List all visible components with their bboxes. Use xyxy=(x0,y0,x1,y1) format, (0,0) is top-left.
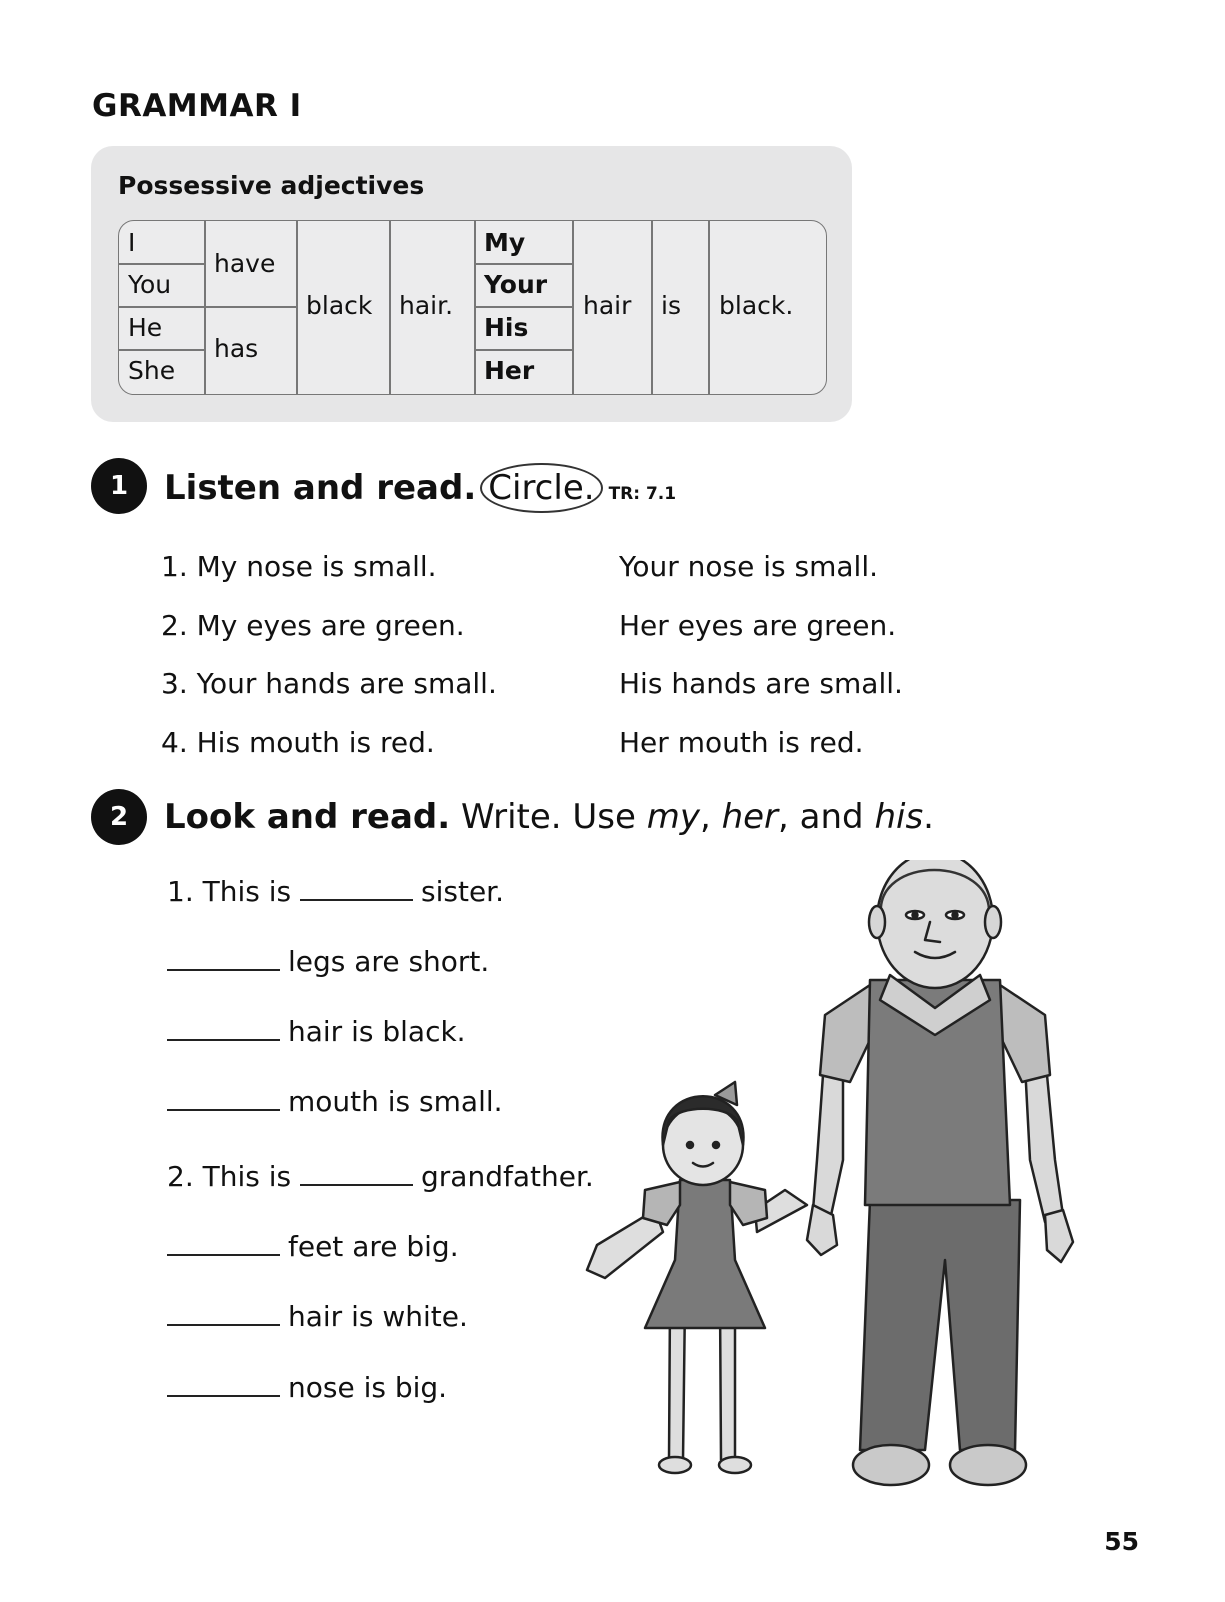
item-1-sentence xyxy=(167,945,489,978)
exercise-1-number: 1 xyxy=(91,458,147,514)
adjective-cell: black xyxy=(306,291,373,320)
item-1-sentence xyxy=(167,1085,503,1118)
ex1-left-option[interactable]: 4. His mouth is red. xyxy=(161,726,435,759)
answer-blank[interactable] xyxy=(300,1162,413,1186)
item-2-line xyxy=(167,1160,594,1193)
answer-blank[interactable] xyxy=(167,1302,280,1326)
item-2-sentence xyxy=(167,1230,459,1263)
ex1-left-option[interactable]: 1. My nose is small. xyxy=(161,550,437,583)
exercise-2-heading-rest: Write. Use xyxy=(461,797,636,837)
possessive-cell: Your xyxy=(484,270,548,299)
sentence-text: hair is black. xyxy=(288,1015,466,1048)
circle-word: Circle. xyxy=(480,463,602,513)
track-number: TR: 7.1 xyxy=(608,484,677,504)
ex1-left-option[interactable]: 2. My eyes are green. xyxy=(161,609,465,642)
ex1-right-option[interactable]: His hands are small. xyxy=(619,667,903,700)
word-and: and xyxy=(799,797,864,837)
ex1-right-option[interactable]: Her eyes are green. xyxy=(619,609,897,642)
grammar-box-title: Possessive adjectives xyxy=(118,171,425,200)
answer-blank[interactable] xyxy=(167,1087,280,1111)
exercise-1-heading-bold: Listen and read. xyxy=(164,468,477,508)
sentence-text: hair is white. xyxy=(288,1300,468,1333)
grandfather-figure xyxy=(807,860,1073,1485)
word-her: her xyxy=(721,797,779,837)
answer-blank[interactable] xyxy=(167,1017,280,1041)
possessive-cell: Her xyxy=(484,356,535,385)
answer-blank[interactable] xyxy=(167,947,280,971)
girl-and-grandfather-illustration xyxy=(585,860,1105,1520)
item-1-sentence xyxy=(167,1015,466,1048)
sentence-text: mouth is small. xyxy=(288,1085,503,1118)
item-2-end: grandfather. xyxy=(421,1160,594,1193)
exercise-2-heading-bold: Look and read. xyxy=(164,797,451,837)
item-1-end: sister. xyxy=(421,875,505,908)
item-2-sentence xyxy=(167,1371,447,1404)
item-1-line xyxy=(167,875,504,908)
verb-cell: has xyxy=(214,334,259,363)
answer-blank[interactable] xyxy=(167,1232,280,1256)
section-title: GRAMMAR I xyxy=(92,88,302,124)
girl-figure xyxy=(587,1082,807,1473)
possessive-cell: His xyxy=(484,313,529,342)
answer-blank[interactable] xyxy=(300,877,413,901)
pronoun-cell: I xyxy=(128,228,136,257)
noun2-cell: hair xyxy=(583,291,632,320)
ex1-left-option[interactable]: 3. Your hands are small. xyxy=(161,667,497,700)
pronoun-cell: He xyxy=(128,313,163,342)
adjective2-cell: black. xyxy=(719,291,794,320)
noun-cell: hair. xyxy=(399,291,454,320)
ex1-right-option[interactable]: Your nose is small. xyxy=(619,550,879,583)
possessive-cell: My xyxy=(484,228,526,257)
grammar-table xyxy=(118,220,827,395)
exercise-1-heading xyxy=(164,463,676,513)
word-his: his xyxy=(874,797,924,837)
word-my: my xyxy=(646,797,700,837)
pronoun-cell: You xyxy=(128,270,172,299)
item-2-lead: 2. This is xyxy=(167,1160,292,1193)
page-number: 55 xyxy=(1104,1527,1139,1556)
verb-cell: have xyxy=(214,249,276,278)
sentence-text: feet are big. xyxy=(288,1230,459,1263)
item-2-sentence xyxy=(167,1300,468,1333)
pronoun-cell: She xyxy=(128,356,176,385)
sentence-text: legs are short. xyxy=(288,945,490,978)
exercise-2-heading: Look and read. Write. Use my, her, and his. xyxy=(164,797,934,837)
ex1-right-option[interactable]: Her mouth is red. xyxy=(619,726,864,759)
exercise-2-number: 2 xyxy=(91,789,147,845)
sentence-text: nose is big. xyxy=(288,1371,448,1404)
item-1-lead: 1. This is xyxy=(167,875,292,908)
verb2-cell: is xyxy=(661,291,681,320)
answer-blank[interactable] xyxy=(167,1373,280,1397)
